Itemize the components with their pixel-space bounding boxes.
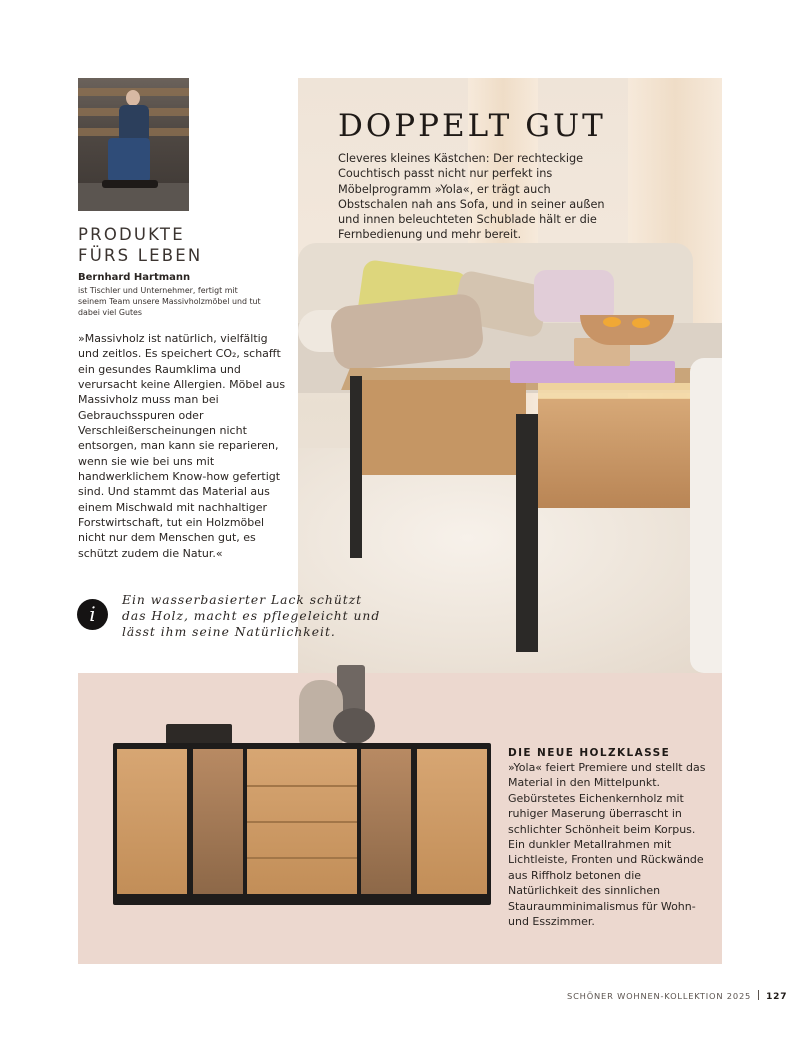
section-title-line-2: FÜRS LEBEN xyxy=(78,246,203,265)
vase-decor xyxy=(333,708,375,744)
publication-name: SCHÖNER WOHNEN-KOLLEKTION 2025 xyxy=(567,991,752,1001)
author-quote: »Massivholz ist natürlich, vielfältig und zeitlos. Es speichert CO₂, schafft ein gesundes Raumklima und verursacht keine Allergien. Möbel aus Massivholz muss man bei Gebrauchsspuren oder Verschleißerscheinungen nicht entsorgen, man kann sie reparieren, wenn sie wie bei uns mit handwerklichem Know-how gefertigt sind. Und stammt das Material aus einem Mischwald mit nachhaltiger Forstwirtschaft, tut ein Holzmöbel nicht nur dem Menschen gut, es schützt zudem die Natur.« xyxy=(78,332,286,560)
headline: DOPPELT GUT xyxy=(338,108,606,144)
page-number: 127 xyxy=(766,992,788,1002)
section-title xyxy=(78,224,202,266)
author-name: Bernhard Hartmann xyxy=(78,272,191,283)
section-title-line-1: PRODUKTE xyxy=(78,225,185,244)
feature-text: »Yola« feiert Premiere und stellt das Material in den Mittelpunkt. Gebürstetes Eichenkernholz mit ruhiger Maserung überrascht in schlichter Schönheit beim Korpus. Ein dunkler Metallrahmen mit Lichtleiste, Fronten und Rückwände aus Riffholz betonen die Natürlichkeit des sinnlichen Stauraumminimalismus für Wohn- und Esszimmer. xyxy=(508,761,706,929)
author-description: ist Tischler und Unternehmer, fertigt mit seinem Team unsere Massivholzmöbel und tut dabei viel Gutes xyxy=(78,286,261,317)
feature-title: DIE NEUE HOLZKLASSE xyxy=(508,747,671,759)
footer-divider xyxy=(758,990,759,1000)
portrait-photo xyxy=(78,78,189,211)
page-footer xyxy=(567,990,787,1002)
sideboard-photo xyxy=(113,743,491,905)
books-decor xyxy=(166,724,232,744)
info-icon: i xyxy=(77,599,108,630)
info-text: Ein wasserbasierter Lack schützt das Holz, macht es pflegeleicht und lässt ihm seine Natürlichkeit. xyxy=(122,593,381,639)
intro-text: Cleveres kleines Kästchen: Der rechteckige Couchtisch passt nicht nur perfekt ins Möbelprogramm »Yola«, er trägt auch Obstschalen nah ans Sofa, und in seiner außen und innen beleuchteten Schublade hält er die Fernbedienung und mehr bereit. xyxy=(338,152,605,242)
